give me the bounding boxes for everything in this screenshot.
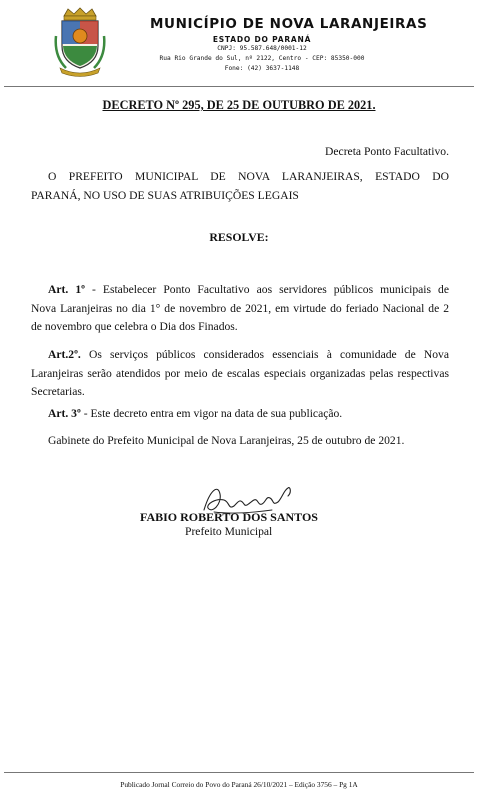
preamble-line: O PREFEITO MUNICIPAL DE NOVA LARANJEIRAS, ESTADO DO (48, 170, 449, 183)
article-3 (31, 405, 449, 424)
preamble-line: PARANÁ, NO USO DE SUAS ATRIBUIÇÕES LEGAIS (31, 188, 299, 202)
signatory-role: Prefeito Municipal (185, 525, 273, 538)
decree-ementa: Decreta Ponto Facultativo. (325, 145, 449, 158)
article-2 (31, 346, 449, 402)
signatory-name: FABIO ROBERTO DOS SANTOS (140, 510, 318, 524)
closing-text: Gabinete do Prefeito Municipal de Nova Laranjeiras, 25 de outubro de 2021. (48, 434, 405, 447)
preamble (31, 168, 449, 205)
municipal-crest-icon (54, 6, 106, 78)
phone-text: Fone: (42) 3637-1148 (224, 65, 300, 72)
article-text: de novembro que celebra o Dia dos Finados. (31, 320, 238, 333)
cnpj-text: CNPJ: 95.587.648/0001-12 (217, 45, 307, 52)
article-label: Art.2º. (48, 348, 81, 361)
article-text: Nova Laranjeiras no dia 1° de novembro de 2021, em virtude do feriado Nacional de 2 (31, 301, 449, 315)
article-text: Secretarias. (31, 385, 85, 398)
article-text: - Estabelecer Ponto Facultativo aos servidores públicos municipais de (84, 283, 449, 296)
article-label: Art. 1º (48, 283, 85, 296)
article-text: - Este decreto entra em vigor na data de sua publicação. (80, 407, 343, 420)
resolve-heading: RESOLVE: (209, 230, 269, 244)
article-text: Os serviços públicos considerados essenciais à comunidade de Nova (80, 348, 449, 361)
decree-title: DECRETO Nº 295, DE 25 DE OUTUBRO DE 2021. (102, 98, 376, 112)
letterhead (54, 6, 428, 84)
state-name: ESTADO DO PARANÁ (212, 35, 312, 44)
article-text: Laranjeiras serão atendidos por meio de escalas especiais organizadas pelas respectivas (31, 366, 449, 380)
article-1 (31, 281, 449, 337)
footer-divider (4, 772, 474, 773)
article-label: Art. 3º (48, 407, 81, 420)
publication-footer: Publicado Jornal Correio do Povo do Paraná 26/10/2021 – Edição 3756 – Pg 1A (120, 780, 358, 789)
address-text: Rua Rio Grande do Sul, nº 2122, Centro - CEP: 85350-000 (159, 55, 365, 62)
header-divider (4, 86, 474, 87)
closing-paragraph (31, 432, 449, 451)
municipality-name: MUNICÍPIO DE NOVA LARANJEIRAS (150, 16, 428, 32)
